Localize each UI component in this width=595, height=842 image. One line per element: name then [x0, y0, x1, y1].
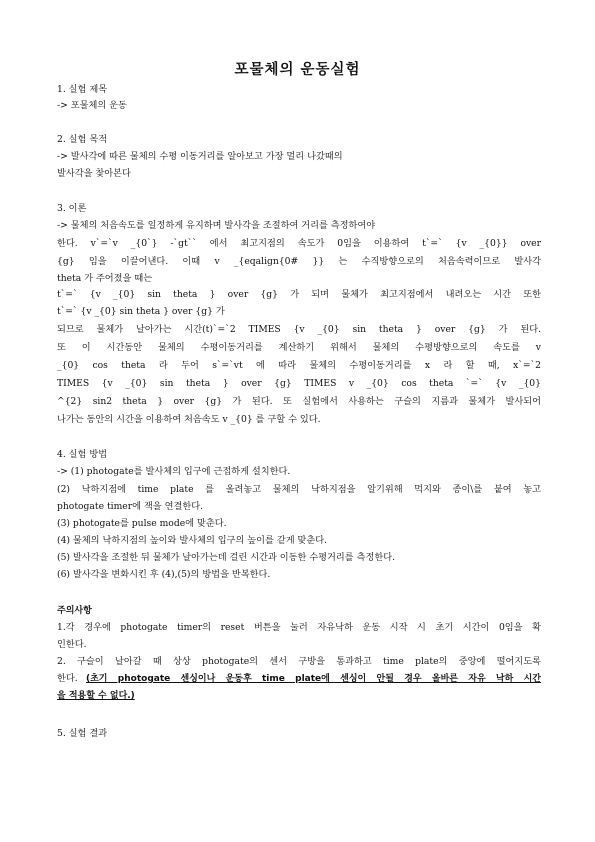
method-step: (4) 물체의 낙하지점의 높이와 발사체의 입구의 높이를 같게 맞춘다.	[57, 535, 328, 546]
section-heading-method: 4. 실험 방법	[57, 449, 108, 460]
theory-line: _{0} cos theta 라 두어 s`=`vt 에 따라 물체의 수평이동거리를 x 라 할 때, x`=`2	[57, 360, 541, 371]
section-heading-purpose: 2. 실험 목적	[57, 134, 108, 145]
caution-emphasis: 을 적용할 수 없다.)	[57, 691, 135, 701]
method-step: photogate timer에 잭을 연결한다.	[57, 501, 204, 512]
page-title: 포물체의 운동실험	[234, 62, 361, 78]
cautions-heading: 주의사항	[57, 606, 92, 616]
section-body: -> 포물체의 운동	[57, 100, 127, 111]
section-heading-results: 5. 실험 결과	[57, 728, 108, 739]
theory-line: 한다. v`=`v _{0`} -`gt`` 에서 최고지점의 속도가 0임을 이용하여 t`=` {v _{0}} over	[57, 238, 541, 249]
theory-line: t`=` {v _{0} sin theta } over {g} 가 되며 물체가 최고지점에서 내려오는 시간 또한	[57, 289, 541, 300]
caution-line: 한다.	[57, 673, 78, 684]
caution-line: 인한다.	[57, 639, 87, 650]
theory-line: -> 물체의 처음속도를 일정하게 유지하며 발사각을 조절하여 거리를 측정하여야	[57, 220, 376, 231]
section-heading-theory: 3. 이론	[57, 203, 87, 214]
method-step: (5) 발사각을 조절한 뒤 물체가 날아가는데 걸린 시간과 이동한 수평거리를 측정한다.	[57, 552, 396, 563]
theory-line: t`=` {v _{0} sin theta } over {g} 가	[57, 306, 225, 317]
theory-line: {g} 임을 이끌어낸다. 이때 v _{eqalign{0# }} 는 수직방향으로의 처음속력이므로 발사각	[57, 256, 541, 267]
theory-line: 또 이 시간동안 물체의 수평이동거리를 계산하기 위해서 물체의 수평방향으로의 속도를 v	[57, 342, 541, 353]
caution-emphasis: (초기 photogate 센싱이나 운동후 time plate에 센싱이 안될 경우 올바른 자유 낙하 시간	[86, 674, 541, 684]
section-heading-title: 1. 실험 제목	[57, 84, 108, 95]
method-step: (6) 발사각을 변화시킨 후 (4),(5)의 방법을 반복한다.	[57, 569, 271, 580]
caution-line: 2. 구슬이 날아갈 때 상상 photogate의 센서 구방을 통과하고 time plate의 중앙에 떨어지도록	[57, 656, 541, 667]
theory-line: theta 가 주어졌을 때는	[57, 273, 153, 284]
section-body: 발사각을 찾아본다	[57, 168, 131, 179]
section-body: -> 발사각에 따른 물체의 수평 이동거리를 알아보고 가장 멀리 나갔때의	[57, 151, 343, 162]
method-step: (3) photogate를 pulse mode에 맞춘다.	[57, 518, 227, 529]
caution-line: 1.각 경우에 photogate timer의 reset 버튼을 눌러 자유낙하 운동 시작 시 초기 시간이 0임을 확	[57, 622, 541, 633]
theory-line: 나가는 동안의 시간을 이용하여 처음속도 v _{0} 를 구할 수 있다.	[57, 414, 321, 425]
theory-line: TIMES {v _{0} sin theta } over {g} TIMES v _{0} cos theta `=` {v _{0}	[57, 378, 541, 389]
method-step: (2) 낙하지점에 time plate 를 올려놓고 물체의 낙하지점을 알기위해 먹지와 종이\를 붙여 놓고	[57, 484, 541, 495]
theory-line: 되므로 물체가 날아가는 시간(t)`=`2 TIMES {v _{0} sin theta } over {g} 가 된다.	[57, 324, 541, 335]
theory-line: ^{2} sin2 theta } over {g} 가 된다. 또 실험에서 사용하는 구슬의 지름과 물체가 발사되어	[57, 396, 541, 407]
method-step: -> (1) photogate를 발사체의 입구에 근접하게 설치한다.	[57, 466, 291, 477]
